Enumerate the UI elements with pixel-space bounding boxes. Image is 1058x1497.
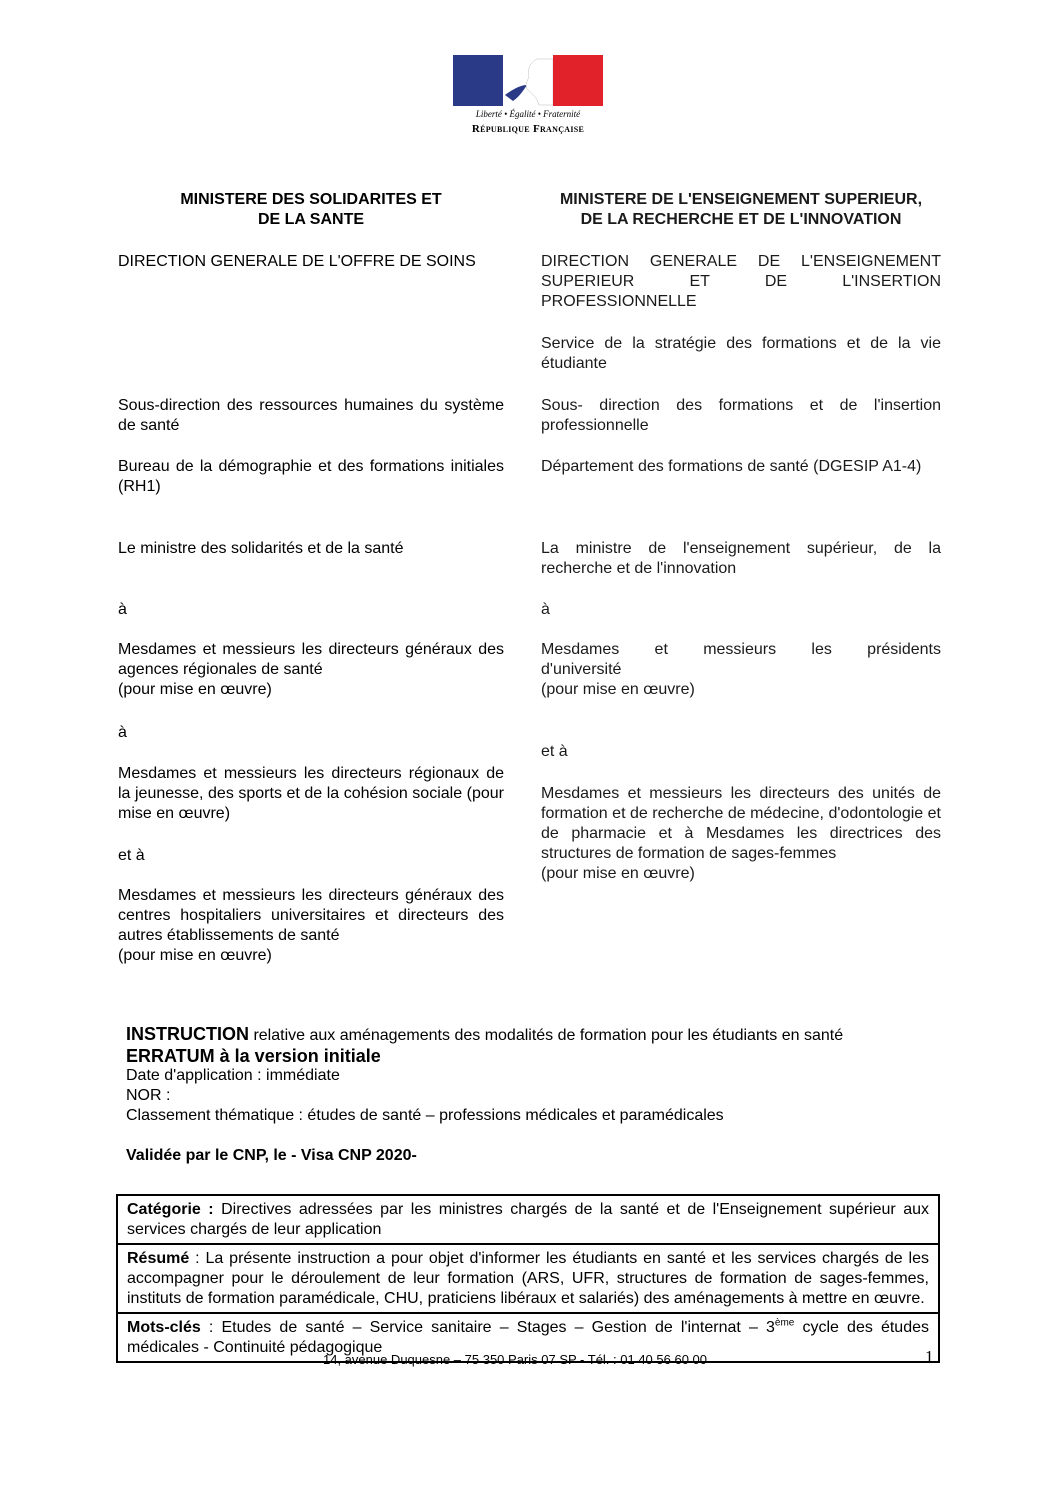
instruction-erratum: ERRATUM à la version initiale	[126, 1046, 381, 1066]
left-ministry-title	[118, 190, 504, 230]
box-resume-text: : La présente instruction a pour objet d'informer les étudiants en santé et les services chargés de les accompagner pour le déroulement de leur formation (ARS, UFR, structures de formation de sages-femmes, instituts de formation paramédicale, CHU, praticiens libéraux et salariés) des aménagements à mettre en œuvre.	[127, 1250, 929, 1307]
instruction-classement: Classement thématique : études de santé – professions médicales et paramédicales	[126, 1107, 724, 1124]
marianne-logo	[452, 55, 604, 135]
footer-address: 14, avenue Duquesne – 75 350 Paris 07 SP - Tél. : 01 40 56 60 00	[322, 1352, 708, 1367]
left-ministry-line2: DE LA SANTE	[257, 211, 365, 228]
marianne-profile-icon	[503, 55, 553, 106]
left-direction: DIRECTION GENERALE DE L'OFFRE DE SOINS	[118, 253, 476, 270]
instruction-date: Date d'application : immédiate	[126, 1067, 340, 1084]
right-ministry-title	[541, 190, 941, 230]
box-categorie-text: Directives adressées par les ministres chargés de la santé et de l'Enseignement supérieur aux services chargés de leur application	[127, 1201, 929, 1238]
box-motscles-sup: ème	[774, 1317, 795, 1329]
box-categorie	[118, 1196, 938, 1243]
flag-blue-band	[453, 55, 503, 106]
right-recipient-ufr	[541, 784, 941, 884]
page-number: 1	[925, 1347, 934, 1366]
left-recipient-drjscs: Mesdames et messieurs les directeurs régionaux de la jeunesse, des sports et de la cohésion sociale (pour mise en œuvre)	[118, 765, 504, 822]
box-resume-label: Résumé	[127, 1250, 190, 1267]
left-recipient-ars-note: (pour mise en œuvre)	[118, 681, 272, 698]
summary-box	[116, 1194, 940, 1363]
right-recipient-universities-note: (pour mise en œuvre)	[541, 681, 695, 698]
left-a2: à	[118, 724, 127, 741]
right-recipient-universities	[541, 640, 941, 700]
right-subdirection: Sous- direction des formations et de l'insertion professionnelle	[541, 397, 941, 434]
flag-red-band	[553, 55, 603, 106]
box-categorie-label: Catégorie :	[127, 1201, 214, 1218]
right-recipient-ufr-note: (pour mise en œuvre)	[541, 865, 695, 882]
instruction-validated: Validée par le CNP, le - Visa CNP 2020-	[126, 1147, 417, 1164]
right-a1: à	[541, 601, 550, 618]
right-direction	[541, 252, 941, 312]
left-recipient-chu	[118, 886, 504, 966]
right-service: Service de la stratégie des formations et de la vie étudiante	[541, 335, 941, 372]
left-recipient-chu-text: Mesdames et messieurs les directeurs généraux des centres hospitaliers universitaires et directeurs des autres établissements de santé	[118, 887, 504, 944]
left-recipient-ars	[118, 640, 504, 700]
left-minister: Le ministre des solidarités et de la santé	[118, 540, 404, 557]
left-recipient-ars-text: Mesdames et messieurs les directeurs généraux des agences régionales de santé	[118, 641, 504, 678]
right-recipient-universities-line2: d'université	[541, 661, 622, 678]
right-ministry-line2: DE LA RECHERCHE ET DE L'INNOVATION	[580, 211, 902, 228]
right-direction-line2: SUPERIEUR ET DE L'INSERTION	[541, 273, 941, 290]
right-minister: La ministre de l'enseignement supérieur, de la recherche et de l'innovation	[541, 540, 941, 577]
right-ministry-line1: MINISTERE DE L'ENSEIGNEMENT SUPERIEUR,	[559, 191, 923, 208]
right-recipient-universities-line1: Mesdames et messieurs les présidents	[541, 641, 941, 658]
instruction-block	[126, 1024, 946, 1166]
left-a1: à	[118, 601, 127, 618]
right-department: Département des formations de santé (DGESIP A1-4)	[541, 458, 922, 475]
right-direction-line3: PROFESSIONNELLE	[541, 293, 697, 310]
instruction-nor: NOR :	[126, 1087, 171, 1104]
left-bureau: Bureau de la démographie et des formations initiales (RH1)	[118, 458, 504, 495]
flag-white-band	[503, 55, 553, 106]
instruction-title-text: relative aux aménagements des modalités de formation pour les étudiants en santé	[249, 1027, 844, 1044]
republic-name: République Française	[471, 123, 585, 135]
instruction-label: INSTRUCTION	[126, 1024, 249, 1044]
box-motscles-text: : Etudes de santé – Service sanitaire – Stages – Gestion de l'internat – 3	[200, 1319, 775, 1336]
box-motscles-label: Mots-clés	[127, 1319, 201, 1336]
instruction-title	[126, 1024, 946, 1046]
tricolor-flag	[453, 55, 603, 106]
left-subdirection: Sous-direction des ressources humaines du système de santé	[118, 397, 504, 434]
left-ministry-line1: MINISTERE DES SOLIDARITES ET	[180, 191, 442, 208]
republic-motto: Liberté • Égalité • Fraternité	[475, 109, 581, 119]
right-eta: et à	[541, 743, 568, 760]
box-motscles-text2: cycle des études médicales - Continuité pédagogique	[127, 1319, 930, 1356]
left-recipient-chu-note: (pour mise en œuvre)	[118, 947, 272, 964]
box-resume	[118, 1243, 938, 1312]
left-eta: et à	[118, 847, 145, 864]
right-recipient-ufr-text: Mesdames et messieurs les directeurs des unités de formation et de recherche de médecine, d'odontologie et de pharmacie et à Mesdames les directrices des structures de formation de sages-femmes	[541, 785, 941, 862]
right-direction-line1: DIRECTION GENERALE DE L'ENSEIGNEMENT	[541, 253, 941, 270]
